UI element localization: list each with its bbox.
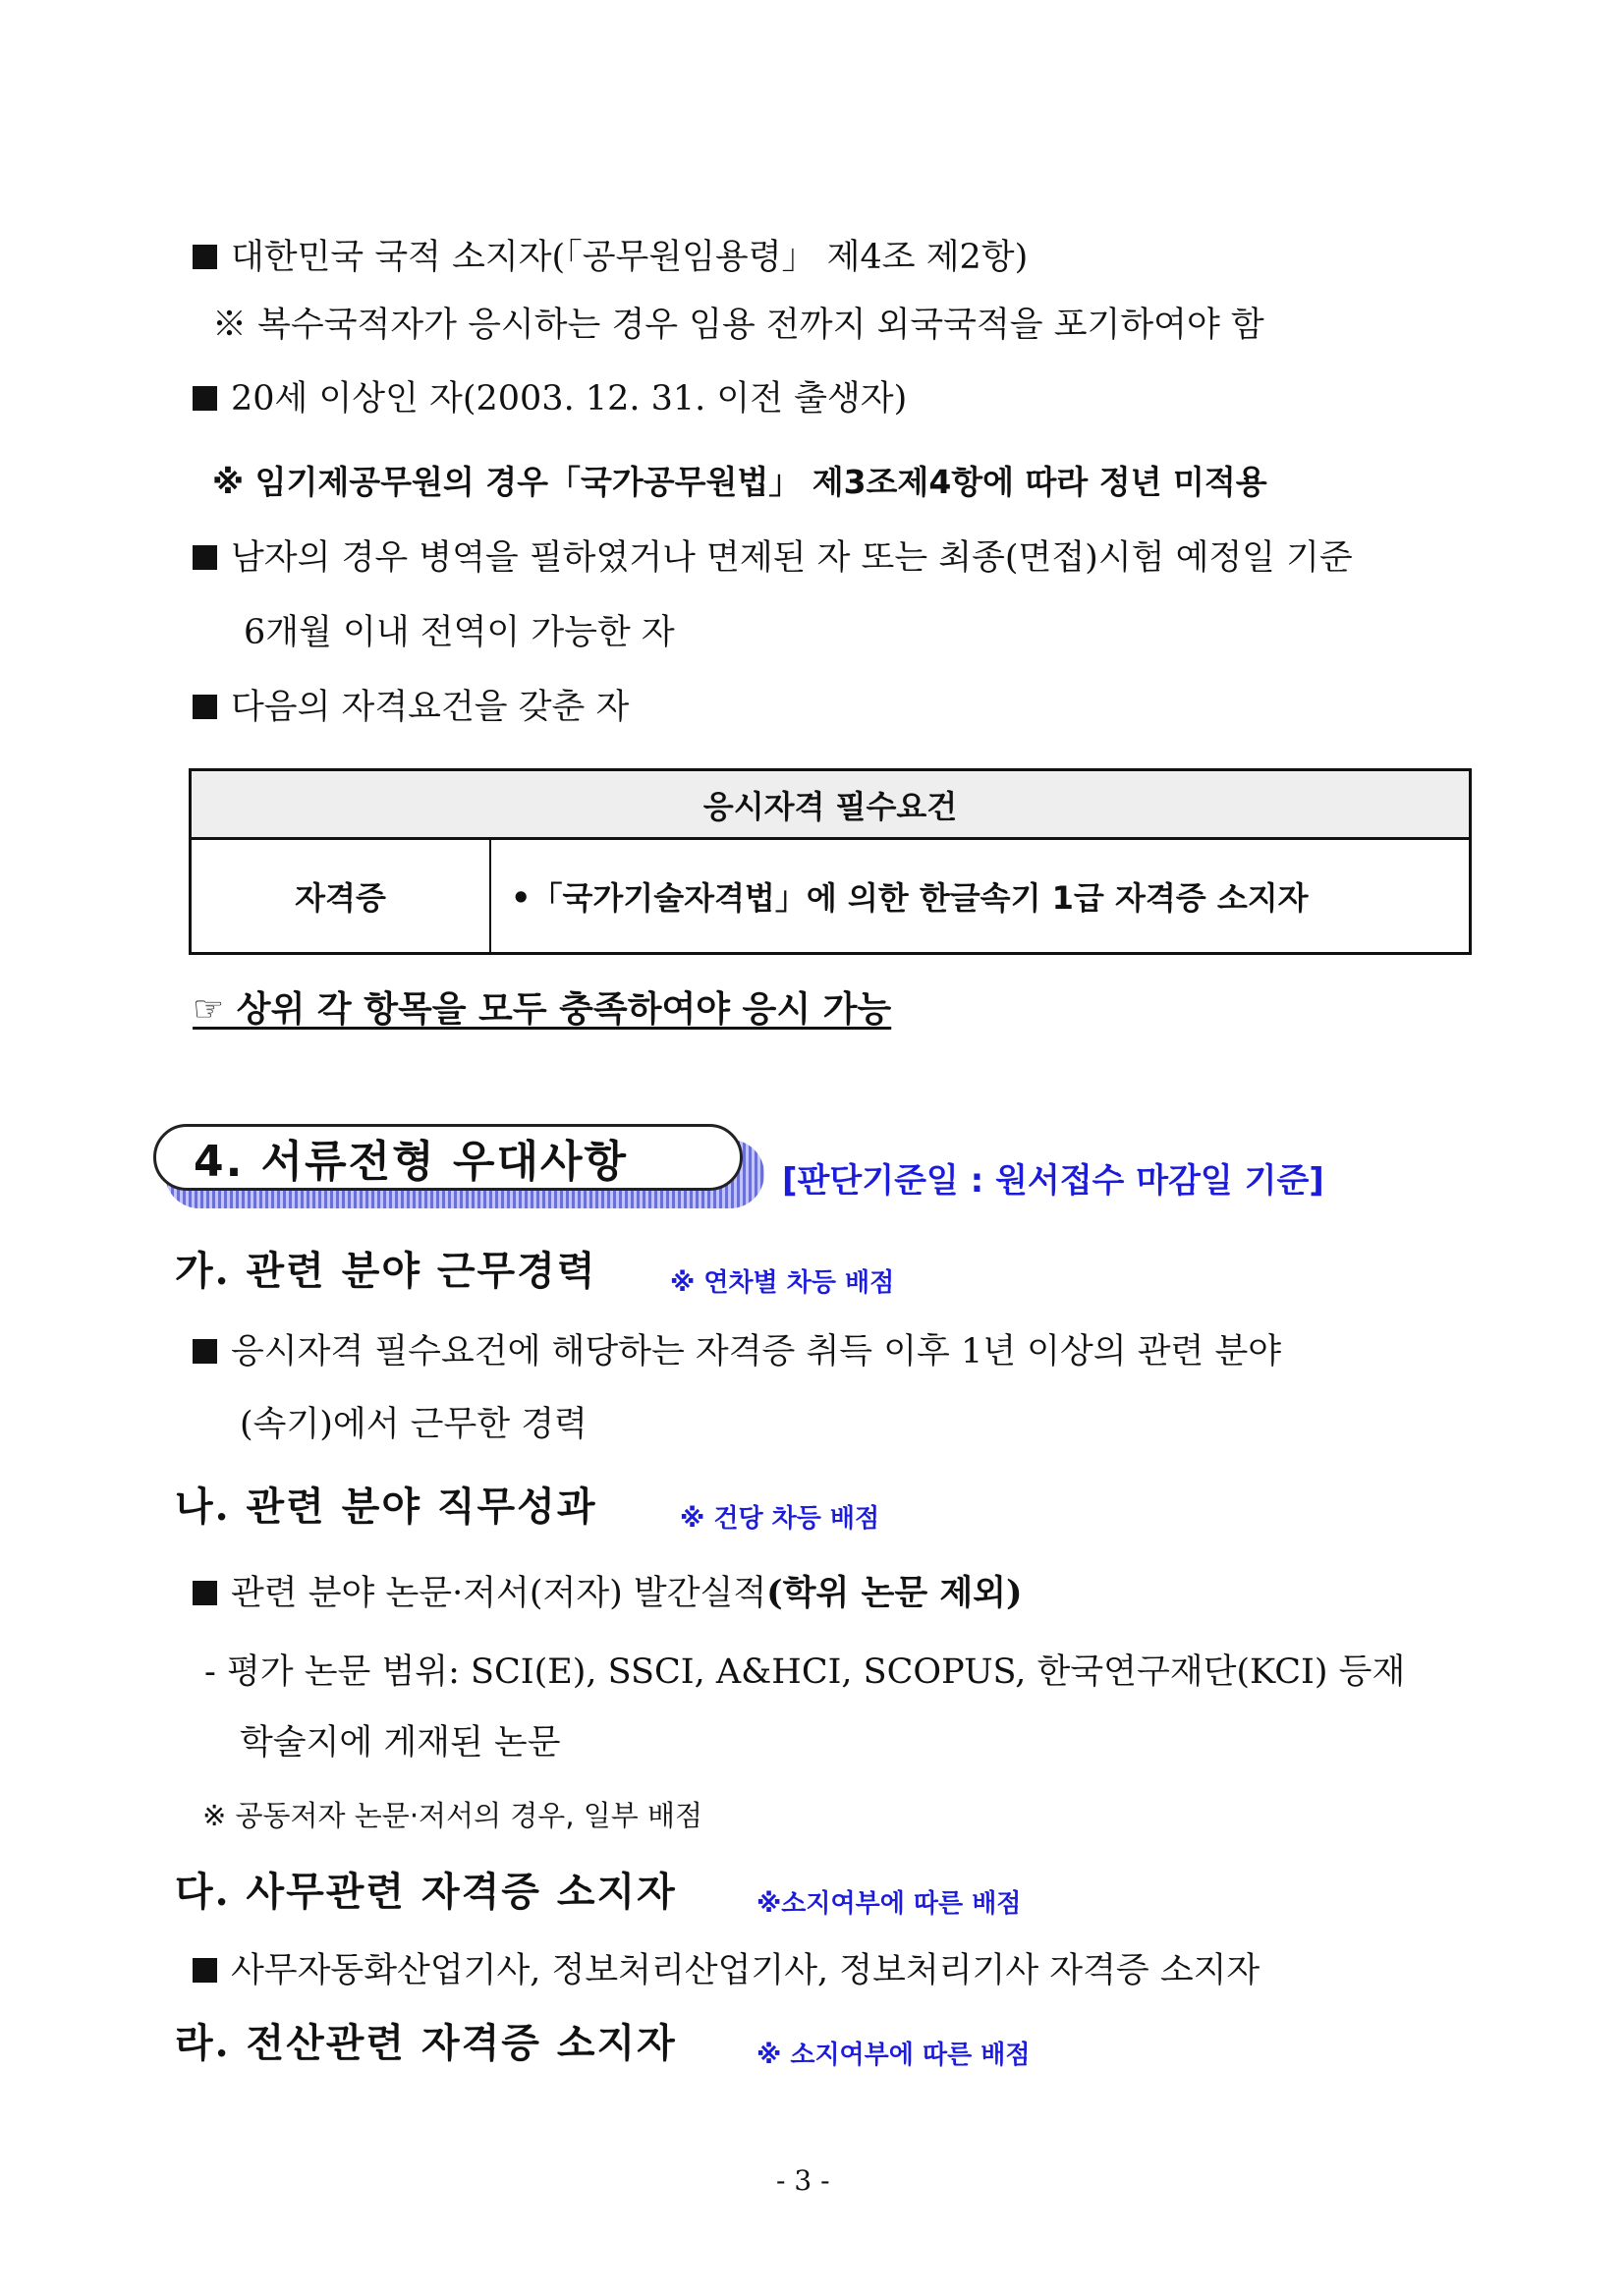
section4-title: 4. 서류전형 우대사항 <box>153 1124 743 1191</box>
section-d-note: ※ 소지여부에 따른 배점 <box>756 2041 1031 2070</box>
requirement-table-header: 응시자격 필수요건 <box>192 771 1469 840</box>
section-b-bullet <box>193 1572 1023 1615</box>
age-item <box>193 377 907 420</box>
all-required-note: ☞ 상위 각 항목을 모두 충족하여야 응시 가능 <box>193 989 892 1030</box>
section-d-title: 라. 전산관련 자격증 소지자 <box>175 2020 677 2066</box>
bullet-square-icon <box>193 545 217 570</box>
requirement-table <box>189 768 1472 955</box>
section-c-bullet-text: 사무자동화산업기사, 정보처리산업기사, 정보처리기사 자격증 소지자 <box>231 1951 1260 1990</box>
section-a-bullet <box>193 1330 1281 1373</box>
section-c-note: ※소지여부에 따른 배점 <box>756 1889 1022 1919</box>
retirement-note: ※ 임기제공무원의 경우「국가공무원법」 제3조제4항에 따라 정년 미적용 <box>212 463 1267 501</box>
section-a-note: ※ 연차별 차등 배점 <box>670 1268 895 1298</box>
nationality-text: 대한민국 국적 소지자(「공무원임용령」 제4조 제2항) <box>231 238 1029 277</box>
bullet-square-icon <box>193 386 217 411</box>
section-b-title: 나. 관련 분야 직무성과 <box>175 1483 597 1530</box>
section4-heading-badge <box>153 1124 770 1212</box>
section-b-note: ※ 건당 차등 배점 <box>680 1504 880 1534</box>
section-c-title: 다. 사무관련 자격증 소지자 <box>175 1869 677 1915</box>
bullet-square-icon <box>193 245 217 269</box>
section-b-bullet-main: 관련 분야 논문·저서(저자) 발간실적 <box>231 1574 767 1613</box>
section-a-bullet-line1: 응시자격 필수요건에 해당하는 자격증 취득 이후 1년 이상의 관련 분야 <box>231 1332 1282 1371</box>
military-text-line1: 남자의 경우 병역을 필하였거나 면제된 자 또는 최종(면접)시험 예정일 기준 <box>231 538 1353 578</box>
section-b-sub-line2: 학술지에 게재된 논문 <box>240 1723 561 1763</box>
criteria-date: [판단기준일 : 원서접수 마감일 기준] <box>782 1161 1324 1201</box>
military-text-line2: 6개월 이내 전역이 가능한 자 <box>244 613 675 652</box>
requirement-value: •「국가기술자격법」에 의한 한글속기 1급 자격증 소지자 <box>511 879 1309 917</box>
requirement-table-row <box>192 840 1469 952</box>
coauthor-note: ※ 공동저자 논문·저서의 경우, 일부 배점 <box>202 1799 703 1832</box>
bullet-square-icon <box>193 1958 217 1983</box>
section-a-bullet-line2: (속기)에서 근무한 경력 <box>240 1405 588 1444</box>
section-a-title: 가. 관련 분야 근무경력 <box>175 1248 597 1294</box>
bullet-square-icon <box>193 695 217 719</box>
military-item <box>193 536 1353 580</box>
dual-citizen-note: ※ 복수국적자가 응시하는 경우 임용 전까지 외국국적을 포기하여야 함 <box>212 306 1264 345</box>
requirements-intro-text: 다음의 자격요건을 갖춘 자 <box>231 688 630 727</box>
age-text: 20세 이상인 자(2003. 12. 31. 이전 출생자) <box>231 379 908 419</box>
bullet-square-icon <box>193 1581 217 1605</box>
section-b-sub-line1: - 평가 논문 범위: SCI(E), SSCI, A&HCI, SCOPUS, 한국연구재단(KCI) 등재 <box>204 1652 1406 1692</box>
section-b-bullet-bold: (학위 논문 제외) <box>766 1573 1023 1613</box>
section-c-bullet <box>193 1949 1260 1992</box>
requirement-label: 자격증 <box>192 840 491 952</box>
nationality-item <box>193 236 1028 279</box>
requirements-intro-item <box>193 686 629 729</box>
page-number: - 3 - <box>776 2164 830 2197</box>
bullet-square-icon <box>193 1339 217 1364</box>
